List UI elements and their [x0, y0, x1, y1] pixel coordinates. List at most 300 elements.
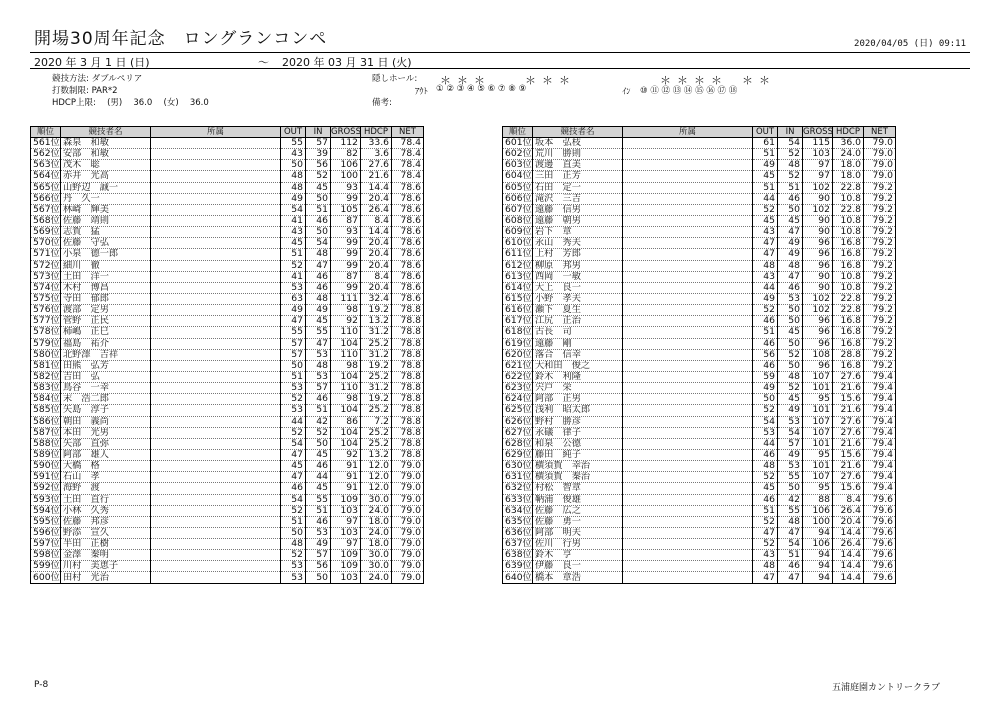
cell-name: 鞆浦 俊雄 [533, 494, 623, 505]
cell-gross: 97 [331, 539, 361, 550]
cell-rank: 590位 [31, 461, 61, 472]
cell-gross: 97 [331, 516, 361, 527]
cell-hdcp: 20.4 [361, 282, 392, 293]
cell-rank: 633位 [503, 494, 533, 505]
cell-gross: 110 [331, 349, 361, 360]
cell-out: 44 [753, 193, 778, 204]
cell-rank: 631位 [503, 472, 533, 483]
table-row [31, 282, 424, 293]
cell-hdcp: 20.4 [833, 516, 864, 527]
cell-affiliation [151, 238, 281, 249]
cell-net: 79.2 [864, 293, 896, 304]
cell-hdcp: 10.8 [833, 193, 864, 204]
cell-name: 寺田 郁郎 [61, 293, 151, 304]
cell-out: 46 [281, 483, 306, 494]
cell-gross: 99 [331, 260, 361, 271]
cell-affiliation [623, 171, 753, 182]
cell-out: 47 [753, 572, 778, 583]
cell-name: 古長 司 [533, 327, 623, 338]
cell-name: 森泉 和敏 [61, 138, 151, 149]
cell-net: 79.2 [864, 282, 896, 293]
cell-name: 永礒 律子 [533, 427, 623, 438]
cell-rank: 582位 [31, 371, 61, 382]
cell-rank: 593位 [31, 494, 61, 505]
cell-out: 55 [281, 327, 306, 338]
cell-out: 47 [753, 249, 778, 260]
table-row [503, 427, 896, 438]
cell-gross: 99 [331, 249, 361, 260]
cell-gross: 96 [803, 260, 833, 271]
cell-hdcp: 27.6 [833, 371, 864, 382]
cell-out: 46 [753, 360, 778, 371]
cell-rank: 611位 [503, 249, 533, 260]
remarks-label: 備考: [372, 98, 392, 108]
cell-gross: 100 [331, 171, 361, 182]
cell-gross: 90 [803, 215, 833, 226]
cell-net: 79.4 [864, 427, 896, 438]
cell-out: 57 [281, 338, 306, 349]
cell-net: 78.8 [392, 394, 424, 405]
cell-net: 79.2 [864, 215, 896, 226]
table-row [31, 438, 424, 449]
cell-gross: 104 [331, 427, 361, 438]
cell-rank: 607位 [503, 204, 533, 215]
cell-name: 佐藤 邦彦 [61, 516, 151, 527]
cell-out: 54 [281, 494, 306, 505]
cell-hdcp: 10.8 [833, 271, 864, 282]
cell-name: 土田 洋一 [61, 271, 151, 282]
cell-gross: 101 [803, 461, 833, 472]
cell-hdcp: 30.0 [361, 561, 392, 572]
cell-in: 53 [778, 293, 803, 304]
cell-name: 落合 信幸 [533, 349, 623, 360]
cell-name: 岩下 章 [533, 227, 623, 238]
cell-rank: 634位 [503, 505, 533, 516]
cell-gross: 102 [803, 182, 833, 193]
cell-hdcp: 14.4 [361, 182, 392, 193]
cell-affiliation [151, 572, 281, 583]
table-row [31, 182, 424, 193]
table-row [31, 472, 424, 483]
table-row [31, 371, 424, 382]
cell-hdcp: 26.4 [361, 204, 392, 215]
table-row [503, 438, 896, 449]
cell-gross: 94 [803, 572, 833, 583]
cell-gross: 90 [803, 227, 833, 238]
cell-hdcp: 14.4 [833, 527, 864, 538]
cell-net: 79.2 [864, 271, 896, 282]
cell-net: 79.4 [864, 416, 896, 427]
table-row [31, 505, 424, 516]
cell-gross: 96 [803, 316, 833, 327]
cell-name: 志賀 猛 [61, 227, 151, 238]
cell-name: 大和田 俊之 [533, 360, 623, 371]
cell-out: 45 [753, 215, 778, 226]
cell-in: 55 [306, 327, 331, 338]
cell-net: 79.0 [392, 561, 424, 572]
cell-net: 78.6 [392, 215, 424, 226]
cell-affiliation [151, 449, 281, 460]
cell-gross: 108 [803, 349, 833, 360]
cell-in: 39 [306, 149, 331, 160]
cell-net: 78.8 [392, 338, 424, 349]
cell-in: 46 [306, 271, 331, 282]
cell-rank: 639位 [503, 561, 533, 572]
cell-affiliation [151, 394, 281, 405]
cell-in: 48 [778, 160, 803, 171]
cell-name: 吉田 弘 [61, 371, 151, 382]
cell-affiliation [151, 338, 281, 349]
cell-net: 79.2 [864, 182, 896, 193]
cell-hdcp: 18.0 [833, 160, 864, 171]
cell-gross: 107 [803, 427, 833, 438]
cell-net: 79.2 [864, 227, 896, 238]
table-row [503, 160, 896, 171]
cell-name: 遠藤 剛 [533, 338, 623, 349]
cell-out: 43 [281, 149, 306, 160]
table-row [503, 204, 896, 215]
cell-gross: 95 [803, 449, 833, 460]
cell-net: 78.8 [392, 427, 424, 438]
cell-out: 49 [281, 305, 306, 316]
col-header-in: IN [778, 127, 803, 138]
cell-in: 53 [306, 527, 331, 538]
cell-net: 79.0 [864, 171, 896, 182]
cell-gross: 82 [331, 149, 361, 160]
cell-affiliation [623, 505, 753, 516]
cell-out: 43 [753, 227, 778, 238]
cell-gross: 102 [803, 293, 833, 304]
cell-net: 79.0 [392, 472, 424, 483]
cell-rank: 594位 [31, 505, 61, 516]
cell-in: 42 [306, 416, 331, 427]
cell-out: 46 [753, 494, 778, 505]
table-row [503, 483, 896, 494]
cell-gross: 101 [803, 405, 833, 416]
cell-affiliation [151, 171, 281, 182]
cell-net: 79.0 [392, 505, 424, 516]
cell-affiliation [151, 505, 281, 516]
cell-in: 52 [306, 427, 331, 438]
table-row [31, 383, 424, 394]
cell-net: 79.0 [864, 160, 896, 171]
cell-out: 47 [753, 238, 778, 249]
cell-rank: 636位 [503, 527, 533, 538]
cell-affiliation [151, 371, 281, 382]
cell-out: 49 [753, 383, 778, 394]
cell-rank: 619位 [503, 338, 533, 349]
cell-rank: 621位 [503, 360, 533, 371]
col-header-affiliation: 所属 [623, 127, 753, 138]
cell-net: 79.0 [392, 539, 424, 550]
table-row [31, 227, 424, 238]
cell-hdcp: 14.4 [833, 572, 864, 583]
cell-name: 鳥谷 一幸 [61, 383, 151, 394]
cell-affiliation [623, 438, 753, 449]
cell-net: 78.8 [392, 449, 424, 460]
cell-affiliation [151, 327, 281, 338]
cell-hdcp: 14.4 [361, 227, 392, 238]
period-separator: ～ [258, 56, 269, 69]
cell-in: 45 [778, 327, 803, 338]
cell-in: 54 [778, 427, 803, 438]
cell-in: 50 [778, 305, 803, 316]
cell-hdcp: 30.0 [361, 494, 392, 505]
cell-hdcp: 25.2 [361, 405, 392, 416]
cell-affiliation [623, 293, 753, 304]
rows-right [503, 138, 896, 584]
cell-gross: 103 [331, 572, 361, 583]
cell-in: 50 [778, 360, 803, 371]
cell-in: 54 [306, 238, 331, 249]
table-row [503, 550, 896, 561]
cell-hdcp: 16.8 [833, 327, 864, 338]
cell-affiliation [151, 360, 281, 371]
cell-affiliation [151, 539, 281, 550]
cell-hdcp: 20.4 [361, 238, 392, 249]
cell-affiliation [151, 293, 281, 304]
table-row [503, 472, 896, 483]
out-hole-numbers: ① ② ③ ④ ⑤ ⑥ ⑦ ⑧ ⑨ [436, 84, 527, 94]
cell-name: 茂木 聡 [61, 160, 151, 171]
cell-out: 46 [753, 316, 778, 327]
cell-gross: 99 [331, 193, 361, 204]
cell-out: 48 [281, 539, 306, 550]
cell-gross: 103 [331, 527, 361, 538]
cell-in: 44 [306, 472, 331, 483]
cell-rank: 624位 [503, 394, 533, 405]
cell-net: 79.6 [864, 550, 896, 561]
cell-net: 79.2 [864, 193, 896, 204]
cell-rank: 612位 [503, 260, 533, 271]
cell-gross: 110 [331, 383, 361, 394]
cell-affiliation [623, 327, 753, 338]
cell-net: 79.4 [864, 449, 896, 460]
cell-gross: 86 [331, 416, 361, 427]
cell-in: 57 [306, 383, 331, 394]
cell-gross: 98 [331, 360, 361, 371]
cell-name: 田熊 弘芳 [61, 360, 151, 371]
cell-gross: 96 [803, 238, 833, 249]
cell-affiliation [151, 405, 281, 416]
table-row [503, 461, 896, 472]
cell-in: 54 [778, 138, 803, 149]
cell-name: 川村 美恵子 [61, 561, 151, 572]
col-header-affiliation: 所属 [151, 127, 281, 138]
cell-name: 西岡 一敏 [533, 271, 623, 282]
cell-out: 52 [281, 550, 306, 561]
cell-gross: 104 [331, 371, 361, 382]
table-row [503, 527, 896, 538]
cell-hdcp: 26.4 [833, 539, 864, 550]
table-row [503, 316, 896, 327]
cell-affiliation [151, 383, 281, 394]
cell-gross: 90 [803, 193, 833, 204]
cell-gross: 107 [803, 472, 833, 483]
cell-rank: 600位 [31, 572, 61, 583]
cell-net: 79.2 [864, 360, 896, 371]
table-row [31, 260, 424, 271]
cell-name: 渡邊 直美 [533, 160, 623, 171]
cell-affiliation [151, 438, 281, 449]
cell-out: 48 [753, 561, 778, 572]
cell-in: 49 [778, 238, 803, 249]
table-row [31, 405, 424, 416]
table-row [503, 293, 896, 304]
print-timestamp: 2020/04/05 (日) 09:11 [854, 39, 966, 49]
cell-in: 50 [778, 204, 803, 215]
cell-net: 78.4 [392, 138, 424, 149]
table-row [31, 138, 424, 149]
cell-out: 45 [281, 238, 306, 249]
cell-name: 横須賀 秦治 [533, 472, 623, 483]
table-row [31, 427, 424, 438]
cell-affiliation [623, 427, 753, 438]
cell-affiliation [151, 427, 281, 438]
cell-net: 79.4 [864, 472, 896, 483]
cell-out: 53 [281, 572, 306, 583]
cell-out: 41 [281, 215, 306, 226]
cell-in: 45 [778, 215, 803, 226]
col-header-name: 競技者名 [61, 127, 151, 138]
cell-in: 46 [306, 215, 331, 226]
cell-gross: 98 [331, 394, 361, 405]
cell-name: 横須賀 幸治 [533, 461, 623, 472]
cell-rank: 628位 [503, 438, 533, 449]
cell-name: 北野澤 吉祥 [61, 349, 151, 360]
col-header-name: 競技者名 [533, 127, 623, 138]
cell-in: 46 [306, 516, 331, 527]
cell-in: 52 [306, 171, 331, 182]
cell-out: 51 [281, 516, 306, 527]
cell-affiliation [623, 550, 753, 561]
cell-affiliation [623, 271, 753, 282]
cell-gross: 98 [331, 305, 361, 316]
cell-gross: 99 [331, 238, 361, 249]
table-row [31, 550, 424, 561]
cell-hdcp: 22.8 [833, 293, 864, 304]
out-hidden-stars-b: ＊＊＊ [525, 74, 576, 87]
cell-out: 45 [281, 461, 306, 472]
cell-net: 79.0 [392, 494, 424, 505]
cell-gross: 110 [331, 327, 361, 338]
cell-in: 47 [778, 572, 803, 583]
cell-rank: 616位 [503, 305, 533, 316]
cell-out: 43 [281, 227, 306, 238]
cell-net: 79.2 [864, 316, 896, 327]
cell-net: 78.8 [392, 405, 424, 416]
cell-hdcp: 24.0 [361, 572, 392, 583]
cell-affiliation [151, 204, 281, 215]
cell-name: 小野 孝夫 [533, 293, 623, 304]
cell-rank: 587位 [31, 427, 61, 438]
cell-hdcp: 16.8 [833, 316, 864, 327]
cell-net: 78.8 [392, 371, 424, 382]
cell-affiliation [623, 193, 753, 204]
cell-net: 78.8 [392, 316, 424, 327]
table-row [503, 494, 896, 505]
cell-name: 阿部 雄人 [61, 449, 151, 460]
table-row [503, 238, 896, 249]
cell-gross: 87 [331, 271, 361, 282]
cell-in: 52 [778, 171, 803, 182]
page-title: 開場30周年記念 ロングランコンペ [34, 29, 328, 49]
cell-name: 鈴木 利隆 [533, 371, 623, 382]
cell-affiliation [151, 271, 281, 282]
cell-affiliation [623, 316, 753, 327]
table-row [503, 561, 896, 572]
table-row [31, 149, 424, 160]
cell-out: 56 [753, 349, 778, 360]
cell-name: 浅利 昭太郎 [533, 405, 623, 416]
cell-gross: 109 [331, 550, 361, 561]
table-row [31, 416, 424, 427]
cell-hdcp: 22.8 [833, 182, 864, 193]
cell-name: 坂本 弘枝 [533, 138, 623, 149]
cell-rank: 565位 [31, 182, 61, 193]
cell-net: 78.8 [392, 438, 424, 449]
cell-name: 赤井 光高 [61, 171, 151, 182]
header-rule-2 [30, 68, 970, 69]
cell-hdcp: 8.4 [833, 494, 864, 505]
table-row [503, 327, 896, 338]
table-row [31, 215, 424, 226]
cell-net: 79.2 [864, 204, 896, 215]
cell-gross: 104 [331, 438, 361, 449]
cell-rank: 623位 [503, 383, 533, 394]
cell-name: 阿部 正男 [533, 394, 623, 405]
cell-out: 47 [753, 527, 778, 538]
cell-name: 遠藤 信男 [533, 204, 623, 215]
cell-affiliation [151, 227, 281, 238]
cell-hdcp: 19.2 [361, 305, 392, 316]
cell-rank: 568位 [31, 215, 61, 226]
cell-affiliation [623, 394, 753, 405]
cell-rank: 638位 [503, 550, 533, 561]
cell-rank: 581位 [31, 360, 61, 371]
cell-out: 59 [753, 371, 778, 382]
cell-hdcp: 18.0 [361, 516, 392, 527]
header-rule [30, 52, 970, 53]
cell-gross: 94 [803, 550, 833, 561]
cell-rank: 635位 [503, 516, 533, 527]
header-row [31, 127, 424, 138]
cell-name: 野添 宣久 [61, 527, 151, 538]
cell-name: 末 浩二郎 [61, 394, 151, 405]
cell-name: 矢部 直弥 [61, 438, 151, 449]
table-row [31, 516, 424, 527]
cell-name: 遠藤 朝男 [533, 215, 623, 226]
cell-out: 49 [753, 160, 778, 171]
cell-in: 45 [306, 449, 331, 460]
cell-affiliation [623, 472, 753, 483]
cell-name: 土田 直行 [61, 494, 151, 505]
cell-gross: 97 [803, 160, 833, 171]
cell-affiliation [151, 193, 281, 204]
in-hidden-stars-b: ＊＊ [742, 74, 776, 87]
cell-gross: 103 [803, 149, 833, 160]
cell-in: 57 [778, 438, 803, 449]
page-number: P-8 [34, 680, 49, 690]
cell-gross: 97 [803, 171, 833, 182]
cell-out: 52 [753, 539, 778, 550]
cell-name: 伊藤 良一 [533, 561, 623, 572]
out-hidden-stars-a: ＊＊＊ [440, 74, 491, 87]
cell-net: 78.8 [392, 383, 424, 394]
cell-hdcp: 16.8 [833, 360, 864, 371]
cell-name: 金澤 秦明 [61, 550, 151, 561]
table-row [503, 371, 896, 382]
